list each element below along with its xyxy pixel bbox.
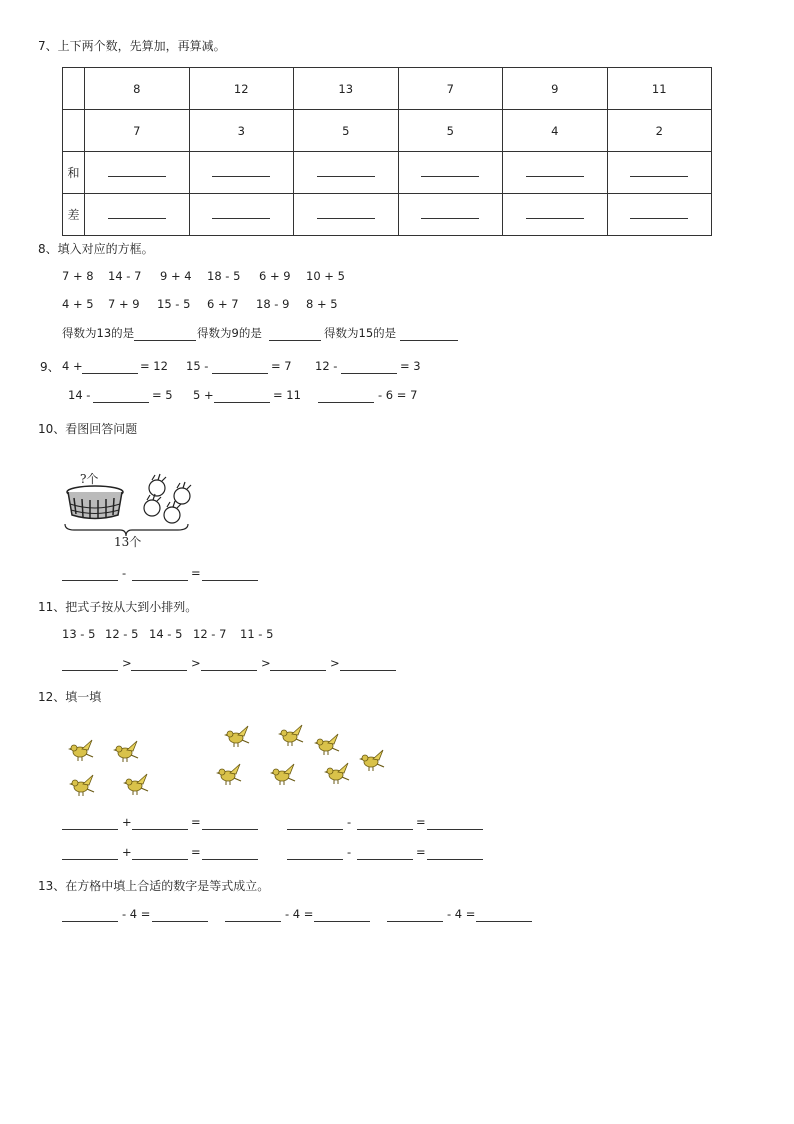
minus-sign: -	[122, 566, 127, 580]
eq-blank[interactable]	[357, 819, 413, 830]
eq-prefix: 4 +	[62, 359, 83, 373]
expr: 7 + 9	[108, 297, 140, 311]
gt-sign: >	[261, 656, 271, 670]
q11-title: 11、把式子按从大到小排列。	[38, 600, 198, 614]
top-number: 13	[294, 68, 399, 110]
eq-blank[interactable]	[357, 849, 413, 860]
eq-blank[interactable]	[314, 911, 370, 922]
eq-blank[interactable]	[62, 849, 118, 860]
bird-icon	[69, 775, 94, 796]
expr: 12 - 7	[193, 627, 227, 641]
eq-prefix: 5 +	[193, 388, 214, 402]
bottom-number: 7	[85, 110, 190, 152]
eq-blank[interactable]	[202, 819, 258, 830]
expr: 8 + 5	[306, 297, 338, 311]
diff-label: 差	[63, 194, 85, 236]
eq-suffix: = 5	[152, 388, 173, 402]
eq-prefix: 12 -	[315, 359, 338, 373]
eq-blank[interactable]	[62, 911, 118, 922]
eq-suffix: = 12	[140, 359, 168, 373]
expr: 14 - 7	[108, 269, 142, 283]
answer-9-label: 得数为9的是	[197, 326, 262, 340]
expr: 14 - 5	[149, 627, 183, 641]
bottom-number: 2	[607, 110, 712, 152]
eq-blank[interactable]	[387, 911, 443, 922]
top-number: 11	[607, 68, 712, 110]
minus-sign: -	[347, 815, 352, 829]
eq-prefix: 15 -	[186, 359, 209, 373]
expr: 12 - 5	[105, 627, 139, 641]
eq-blank[interactable]	[132, 849, 188, 860]
bird-icon	[324, 763, 349, 784]
q7-title: 7、上下两个数，先算加，再算减。	[38, 39, 226, 53]
expr: 7 + 8	[62, 269, 94, 283]
top-number: 9	[503, 68, 608, 110]
eq-blank[interactable]	[152, 911, 208, 922]
bird-icon	[224, 726, 249, 747]
eq-blank[interactable]	[62, 819, 118, 830]
eq-blank[interactable]	[427, 849, 483, 860]
expr: 10 + 5	[306, 269, 345, 283]
bird-icon	[216, 764, 241, 785]
minus-four: - 4 =	[447, 907, 476, 921]
sum-label: 和	[63, 152, 85, 194]
expr: 9 + 4	[160, 269, 192, 283]
gt-sign: >	[330, 656, 340, 670]
answer-13-label: 得数为13的是	[62, 326, 135, 340]
bottom-number: 3	[189, 110, 294, 152]
equals-sign: =	[416, 845, 426, 859]
top-number: 8	[85, 68, 190, 110]
expr: 11 - 5	[240, 627, 274, 641]
equals-sign: =	[191, 815, 201, 829]
eq-suffix: = 3	[400, 359, 421, 373]
bird-icon	[123, 774, 148, 795]
bird-icon	[113, 741, 138, 762]
eq-blank[interactable]	[225, 911, 281, 922]
eq-blank[interactable]	[132, 819, 188, 830]
top-number: 12	[189, 68, 294, 110]
minus-sign: -	[347, 845, 352, 859]
eq-suffix: = 11	[273, 388, 301, 402]
eq-blank[interactable]	[427, 819, 483, 830]
plus-sign: +	[122, 845, 132, 859]
eq-blank[interactable]	[287, 819, 343, 830]
plus-sign: +	[122, 815, 132, 829]
eq-prefix: 14 -	[68, 388, 91, 402]
expr: 6 + 9	[259, 269, 291, 283]
bird-icon	[68, 740, 93, 761]
bird-icon	[278, 725, 303, 746]
q8-title: 8、填入对应的方框。	[38, 242, 154, 256]
equals-sign: =	[191, 845, 201, 859]
equals-sign: =	[191, 566, 201, 580]
eq-suffix: - 6 = 7	[378, 388, 418, 402]
q13-title: 13、在方格中填上合适的数字是等式成立。	[38, 879, 270, 893]
expr: 18 - 9	[256, 297, 290, 311]
answer-15-label: 得数为15的是	[324, 326, 397, 340]
minus-four: - 4 =	[122, 907, 151, 921]
minus-four: - 4 =	[285, 907, 314, 921]
gt-sign: >	[122, 656, 132, 670]
expr: 15 - 5	[157, 297, 191, 311]
total-count-label: 13个	[114, 535, 142, 549]
gt-sign: >	[191, 656, 201, 670]
bird-icon	[314, 734, 339, 755]
expr: 18 - 5	[207, 269, 241, 283]
eq-blank[interactable]	[202, 849, 258, 860]
q9-title: 9、	[40, 360, 60, 374]
bird-icon	[270, 764, 295, 785]
expr: 4 + 5	[62, 297, 94, 311]
bird-icon	[359, 750, 384, 771]
eq-suffix: = 7	[271, 359, 292, 373]
equals-sign: =	[416, 815, 426, 829]
expr: 13 - 5	[62, 627, 96, 641]
bottom-number: 4	[503, 110, 608, 152]
bottom-number: 5	[294, 110, 399, 152]
top-number: 7	[398, 68, 503, 110]
eq-blank[interactable]	[287, 849, 343, 860]
expr: 6 + 7	[207, 297, 239, 311]
eq-blank[interactable]	[476, 911, 532, 922]
q12-title: 12、填一填	[38, 690, 102, 704]
bottom-number: 5	[398, 110, 503, 152]
unknown-count-label: ?个	[80, 472, 99, 486]
q10-title: 10、看图回答问题	[38, 422, 138, 436]
